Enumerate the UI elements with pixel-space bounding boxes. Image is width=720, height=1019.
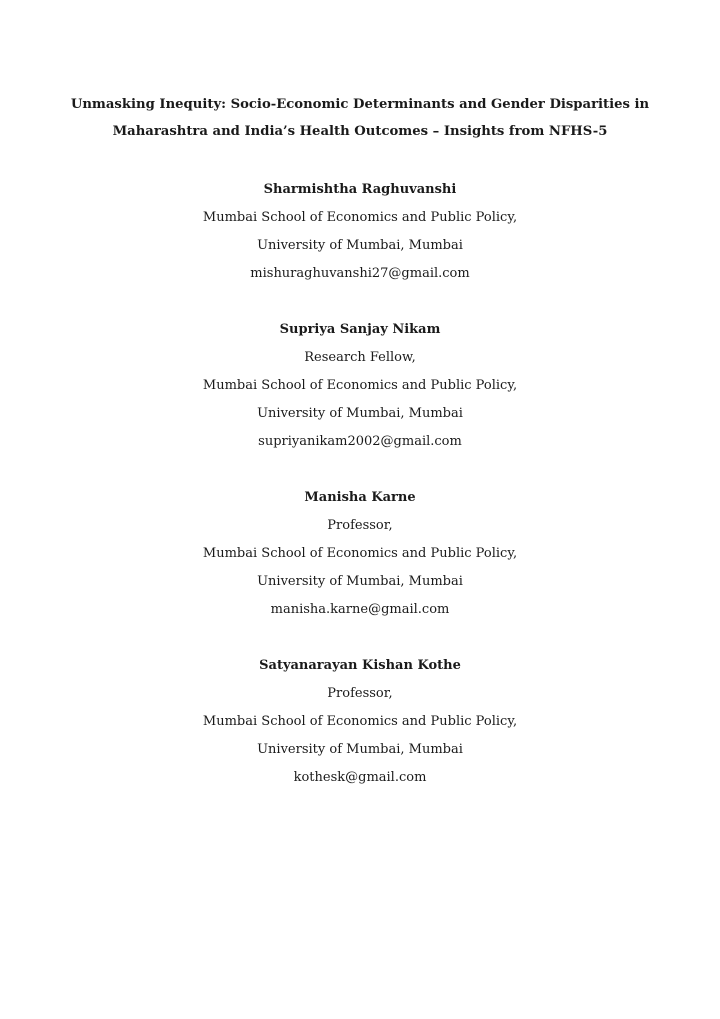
author-affiliation-1: Mumbai School of Economics and Public Policy,: [202, 546, 518, 561]
author-role: Professor,: [327, 686, 393, 701]
author-name: Satyanarayan Kishan Kothe: [259, 658, 461, 673]
author-affiliation-2: University of Mumbai, Mumbai: [257, 406, 463, 421]
author-block-4: [0, 652, 720, 792]
paper-title: [60, 91, 660, 145]
author-email: manisha.karne@gmail.com: [270, 602, 450, 617]
author-name: Supriya Sanjay Nikam: [279, 322, 441, 337]
author-affiliation-2: University of Mumbai, Mumbai: [257, 742, 463, 757]
author-name: Sharmishtha Raghuvanshi: [263, 182, 457, 197]
author-name: Manisha Karne: [304, 490, 416, 505]
author-affiliation-2: University of Mumbai, Mumbai: [257, 238, 463, 253]
author-block-1: [0, 176, 720, 288]
author-affiliation-2: University of Mumbai, Mumbai: [257, 574, 463, 589]
author-list: [0, 176, 720, 820]
author-affiliation-1: Mumbai School of Economics and Public Policy,: [202, 378, 518, 393]
author-email: mishuraghuvanshi27@gmail.com: [250, 266, 470, 281]
author-email: supriyanikam2002@gmail.com: [258, 434, 462, 449]
author-block-3: [0, 484, 720, 624]
title-line-2: Maharashtra and India’s Health Outcomes – Insights from NFHS-5: [112, 124, 608, 139]
author-role: Research Fellow,: [304, 350, 416, 365]
author-block-2: [0, 316, 720, 456]
title-line-1: Unmasking Inequity: Socio-Economic Determinants and Gender Disparities in: [70, 97, 650, 112]
author-affiliation-1: Mumbai School of Economics and Public Policy,: [202, 714, 518, 729]
author-role: Professor,: [327, 518, 393, 533]
author-affiliation-1: Mumbai School of Economics and Public Policy,: [202, 210, 518, 225]
author-email: kothesk@gmail.com: [293, 770, 427, 785]
